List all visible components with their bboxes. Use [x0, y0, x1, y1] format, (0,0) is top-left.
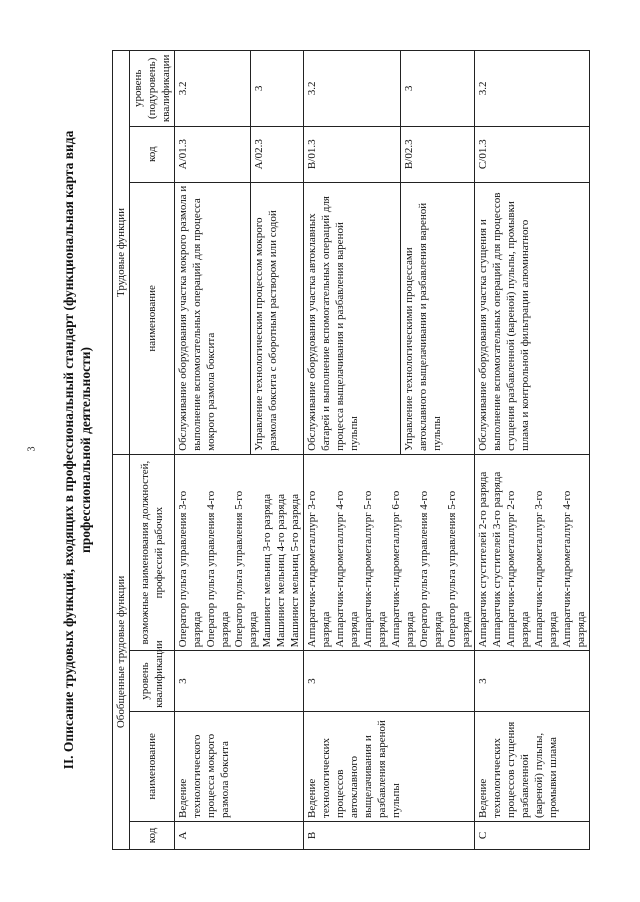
table-row	[175, 51, 251, 850]
position-item: Аппаратчик-гидрометаллург 2-го разряда	[505, 490, 531, 648]
position-item: Аппаратчик сгустителей 3-го разряда	[491, 471, 503, 648]
position-item: Аппаратчик-гидрометаллург 6-го разряда	[390, 490, 416, 648]
tf-name: Управление технологическими процессами автоклавного выщелачивания и разбавления вареной пульпы	[401, 182, 475, 454]
tf-level: 3.2	[475, 51, 590, 127]
position-item: Машинист мельниц 4-го разряда	[275, 493, 287, 648]
tf-code: A/02.3	[251, 126, 304, 182]
header-row-2	[130, 51, 175, 850]
header-tf-level: уровень (подуровень) квалификации	[130, 51, 175, 127]
header-tf-name: наименование	[130, 182, 175, 454]
tf-name: Обслуживание оборудования участка мокрого размола и выполнение вспомогательных операций для процесса мокрого размола боксита	[175, 182, 251, 454]
table-body	[175, 51, 590, 850]
gtf-code: A	[175, 821, 304, 849]
header-tf-code: код	[130, 126, 175, 182]
gtf-name: Ведение технологических процессов сгущения разбавленной (вареной) пульпы, промывки шлама	[475, 711, 590, 821]
tf-code: B/02.3	[401, 126, 475, 182]
title-line-1: II. Описание трудовых функций, входящих в профессиональный стандарт (функциональная карта вида	[61, 130, 76, 770]
header-code: код	[130, 821, 175, 849]
header-row-1	[113, 51, 130, 850]
gtf-code: B	[304, 821, 475, 849]
page-title	[60, 50, 94, 850]
gtf-level: 3	[304, 651, 475, 711]
page-number: 3	[26, 446, 38, 452]
position-item: Оператор пульта управления 4-го разряда	[418, 490, 444, 648]
positions-cell	[304, 454, 475, 651]
tf-name: Управление технологическим процессом мокрого размола боксита с оборотным раствором или содой	[251, 182, 304, 454]
tf-name: Обслуживание оборудования участка автоклавных батарей и выполнение вспомогательных операций для процесса выщелачивания и разбавления вареной пульпы	[304, 182, 401, 454]
position-item: Аппаратчик-гидрометаллург 5-го разряда	[362, 490, 388, 648]
position-item: Аппаратчик-гидрометаллург 3-го разряда	[306, 490, 332, 648]
header-positions: возможные наименования должностей, профессий рабочих	[130, 454, 175, 651]
position-item: Оператор пульта управления 4-го разряда	[205, 490, 231, 648]
position-item: Машинист мельниц 5-го разряда	[289, 493, 301, 648]
table-row	[475, 51, 590, 850]
position-item: Машинист мельниц 3-го разряда	[261, 493, 273, 648]
header-generalized: Обобщенные трудовые функции	[113, 454, 130, 849]
gtf-name: Ведение технологических процессов автоклавного выщелачивания и разбавления вареной пульпы	[304, 711, 475, 821]
gtf-name: Ведение технологического процесса мокрого размола боксита	[175, 711, 304, 821]
tf-level: 3	[251, 51, 304, 127]
table-row	[304, 51, 401, 850]
header-name: наименование	[130, 711, 175, 821]
tf-code: A/01.3	[175, 126, 251, 182]
header-level: уровень квалификации	[130, 651, 175, 711]
tf-code: B/01.3	[304, 126, 401, 182]
tf-level: 3	[401, 51, 475, 127]
gtf-code: C	[475, 821, 590, 849]
position-item: Оператор пульта управления 5-го разряда	[446, 490, 472, 648]
rotated-page	[60, 50, 620, 850]
gtf-level: 3	[175, 651, 304, 711]
position-item: Аппаратчик-гидрометаллург 4-го разряда	[561, 490, 587, 648]
position-item: Аппаратчик-гидрометаллург 4-го разряда	[334, 490, 360, 648]
positions-cell	[475, 454, 590, 651]
tf-level: 3.2	[175, 51, 251, 127]
position-item: Оператор пульта управления 5-го разряда	[233, 490, 259, 648]
position-item: Аппаратчик-гидрометаллург 3-го разряда	[533, 490, 559, 648]
tf-code: C/01.3	[475, 126, 590, 182]
positions-cell	[175, 454, 304, 651]
functional-map-table	[112, 50, 590, 850]
tf-name: Обслуживание оборудования участка сгущения и выполнение вспомогательных операций для процессов сгущения разбавленной (вареной) пульпы, промывки шлама и контрольной фильтрации алюминатного	[475, 182, 590, 454]
position-item: Аппаратчик сгустителей 2-го разряда	[477, 471, 489, 648]
gtf-level: 3	[475, 651, 590, 711]
position-item: Оператор пульта управления 3-го разряда	[177, 490, 203, 648]
header-labor-functions: Трудовые функции	[113, 51, 130, 455]
tf-level: 3.2	[304, 51, 401, 127]
title-line-2: профессиональной деятельности)	[78, 347, 93, 553]
